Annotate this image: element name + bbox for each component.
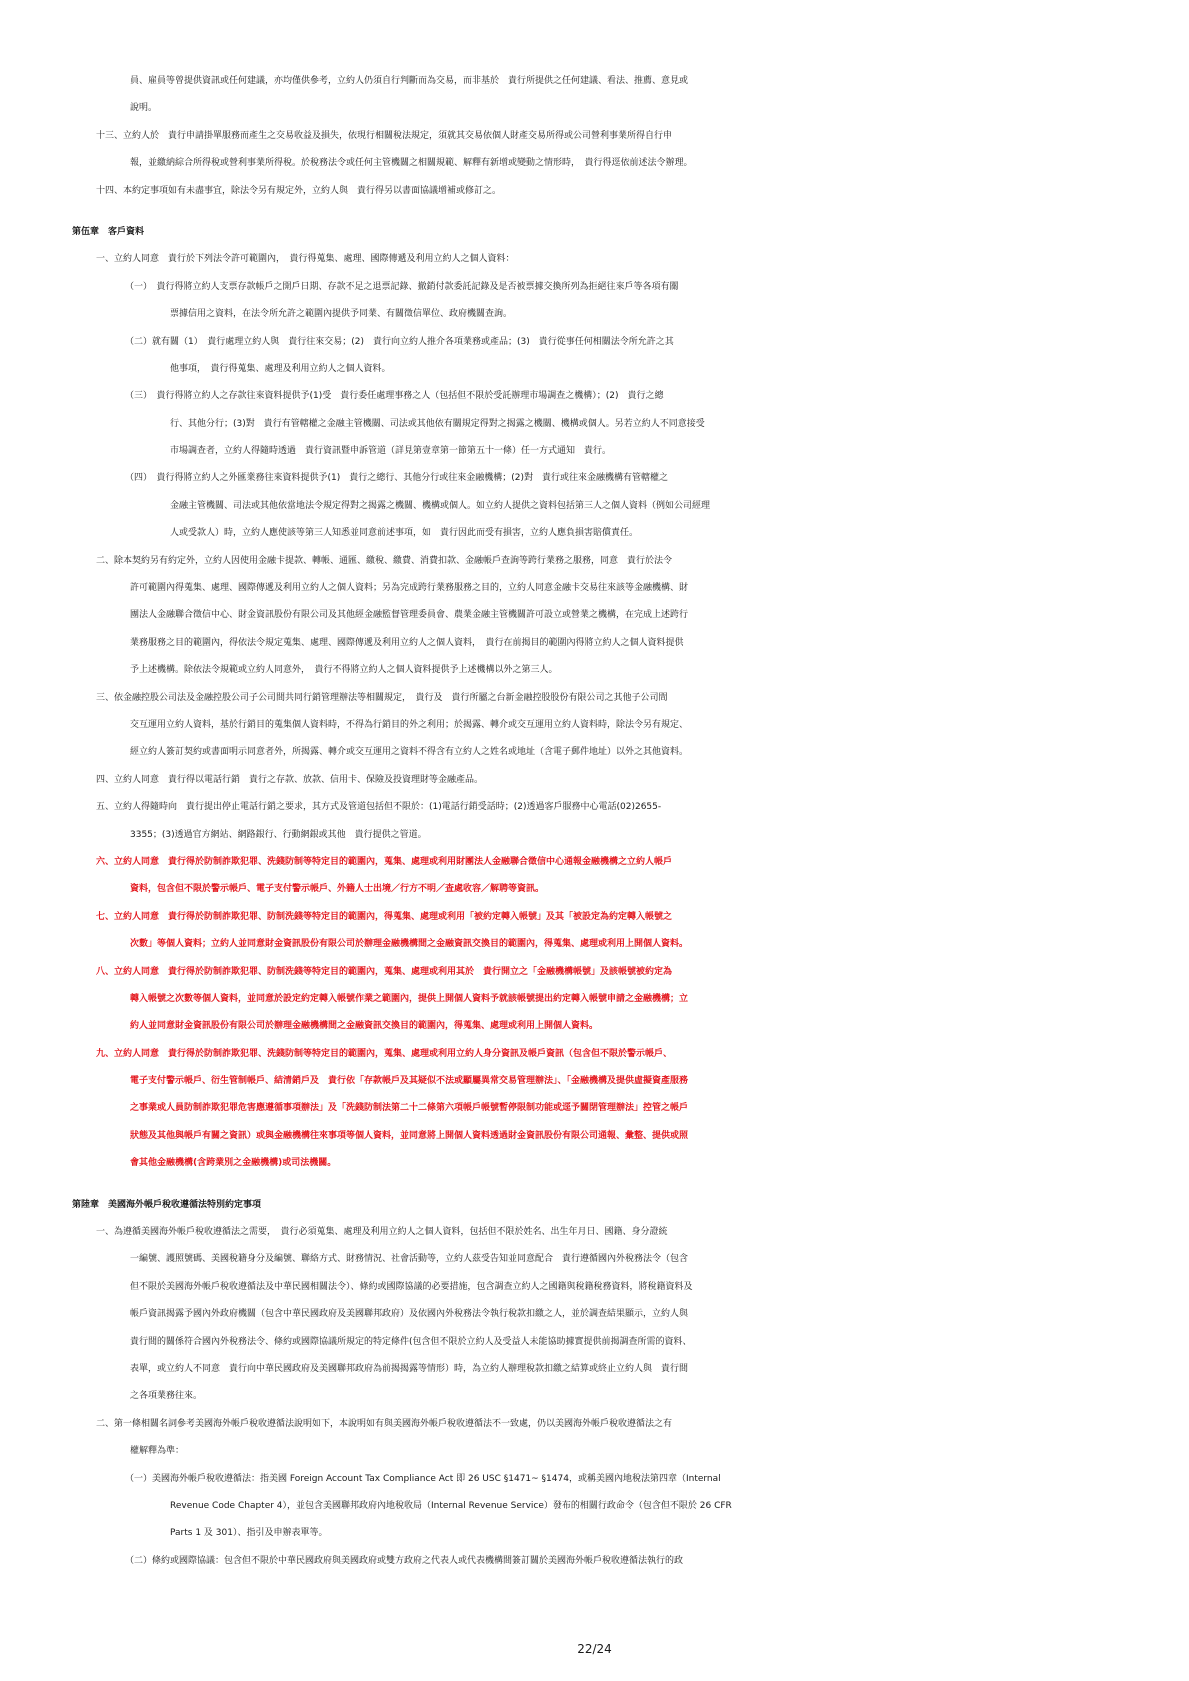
text-line: 說明。: [130, 103, 158, 114]
text-line: 員、雇員等曾提供資訊或任何建議，亦均僅供參考，立約人仍須自行判斷而為交易，而非基於 貴行所提供之任何建議、看法、推薦、意見或: [130, 76, 689, 86]
text-line: 之各項業務往來。: [130, 1391, 203, 1402]
text-line: 許可範圍內得蒐集、處理、國際傳遞及利用立約人之個人資料；另為完成跨行業務服務之目的，立約人同意金融卡交易往來該等金融機構、財: [130, 583, 689, 594]
text-line: （一） 貴行得將立約人支票存款帳戶之開戶日期、存款不足之退票記錄、撤銷付款委託記錄及是否被票據交換所列為拒絕往來戶等各項有關: [125, 281, 679, 292]
text-line: 次數」等個人資料；立約人並同意財金資訊股份有限公司於辦理金融機構間之金融資訊交換目的範圍內，得蒐集、處理或利用上開個人資料。: [130, 939, 689, 950]
chapter-heading: 第伍章 客戶資料: [72, 226, 145, 237]
document-body: [0, 68, 1189, 1575]
text-line: 貴行間的關係符合國內外稅務法令、條約或國際協議所規定的特定條件(包含但不限於立約人及受益人未能協助據實提供前揭調查所需的資料、: [130, 1336, 692, 1347]
text-line: 電子支付警示帳戶、衍生管制帳戶、結清銷戶及 貴行依「存款帳戶及其疑似不法或顯屬異常交易管理辦法」、「金融機構及提供虛擬資產服務: [130, 1076, 689, 1087]
text-line: 予上述機構。除依法令規範或立約人同意外， 貴行不得將立約人之個人資料提供予上述機構以外之第三人。: [130, 665, 558, 676]
text-line: 八、立約人同意 貴行得於防制詐欺犯罪、防制洗錢等特定目的範圍內，蒐集、處理或利用其於 貴行開立之「金融機構帳號」及該帳號被約定為: [96, 966, 673, 977]
text-line: 六、立約人同意 貴行得於防制詐欺犯罪、洗錢防制等特定目的範圍內，蒐集、處理或利用財團法人金融聯合徵信中心通報金融機構之立約人帳戶: [96, 856, 673, 867]
text-line: 業務服務之目的範圍內，得依法令規定蒐集、處理、國際傳遞及利用立約人之個人資料， 貴行在前揭目的範圍內得將立約人之個人資料提供: [130, 637, 684, 648]
text-line: 交互運用立約人資料，基於行銷目的蒐集個人資料時，不得為行銷目的外之利用；於揭露、轉介或交互運用立約人資料時，除法令另有規定、: [130, 719, 689, 730]
text-line: 他事項， 貴行得蒐集、處理及利用立約人之個人資料。: [170, 363, 391, 374]
text-line: 七、立約人同意 貴行得於防制詐欺犯罪、防制洗錢等特定目的範圍內，得蒐集、處理或利用「被約定轉入帳號」及其「被設定為約定轉入帳號之: [96, 911, 673, 922]
text-line: 市場調查者，立約人得隨時透過 貴行資訊暨申訴管道（詳見第壹章第一節第五十一條）任一方式通知 貴行。: [170, 446, 612, 457]
text-line: 三、依金融控股公司法及金融控股公司子公司間共同行銷管理辦法等相關規定， 貴行及 貴行所屬之台新金融控股股份有限公司之其他子公司間: [96, 692, 668, 703]
text-line: 一編號、護照號碼、美國稅籍身分及編號、聯絡方式、財務情況、社會活動等，立約人茲受告知並同意配合 貴行遵循國內外稅務法令（包含: [130, 1254, 689, 1265]
text-line: 表單，或立約人不同意 貴行向中華民國政府及美國聯邦政府為前揭揭露等情形）時，為立約人辦理稅款扣繳之結算或終止立約人與 貴行間: [130, 1363, 689, 1374]
text-line: 四、立約人同意 貴行得以電話行銷 貴行之存款、放款、信用卡、保險及投資理財等金融產品。: [96, 774, 484, 785]
text-line: 九、立約人同意 貴行得於防制詐欺犯罪、洗錢防制等特定目的範圍內，蒐集、處理或利用立約人身分資訊及帳戶資訊（包含但不限於警示帳戶、: [96, 1048, 673, 1059]
text-line: （三） 貴行得將立約人之存款往來資料提供予(1)受 貴行委任處理事務之人（包括但不限於受託辦理市場調查之機構）；(2) 貴行之總: [125, 391, 664, 402]
text-line: 之事業或人員防制詐欺犯罪危害應遵循事項辦法」及「洗錢防制法第二十二條第六項帳戶帳號暫停限制功能或逕予關閉管理辦法」控管之帳戶: [130, 1103, 689, 1114]
text-line: （一）美國海外帳戶稅收遵循法：指美國 Foreign Account Tax Compliance Act 即 26 USC §1471~ §1474，或稱美國內地稅法第四章（Internal: [125, 1473, 721, 1484]
text-line: 權解釋為準：: [130, 1446, 185, 1457]
text-line: 經立約人簽訂契約或書面明示同意者外，所揭露、轉介或交互運用之資料不得含有立約人之姓名或地址（含電子郵件地址）以外之其他資料。: [130, 747, 689, 758]
page-number: 22/24: [577, 1642, 612, 1656]
text-line: Parts 1 及 301）、指引及申辦表單等。: [170, 1528, 328, 1539]
chapter-heading: 第陸章 美國海外帳戶稅收遵循法特別約定事項: [72, 1199, 262, 1210]
section-gap: [0, 205, 1189, 219]
section-gap: [0, 1178, 1189, 1192]
text-line: 3355；(3)透過官方網站、網路銀行、行動網銀或其他 貴行提供之管道。: [130, 829, 427, 840]
text-line: 十四、本約定事項如有未盡事宜，除法令另有規定外，立約人與 貴行得另以書面協議增補或修訂之。: [96, 185, 502, 196]
text-line: 資料，包含但不限於警示帳戶、電子支付警示帳戶、外籍人士出境／行方不明／查處收容／解聘等資訊。: [130, 884, 545, 895]
text-line: 行、其他分行；(3)對 貴行有管轄權之金融主管機關、司法或其他依有關規定得對之揭露之機關、機構或個人。另若立約人不同意接受: [170, 418, 705, 429]
text-line: 報，並繳納綜合所得稅或營利事業所得稅。於稅務法令或任何主管機關之相關規範、解釋有新增或變動之情形時， 貴行得逕依前述法令辦理。: [130, 158, 693, 169]
text-line: 一、為遵循美國海外帳戶稅收遵循法之需要， 貴行必須蒐集、處理及利用立約人之個人資料，包括但不限於姓名、出生年月日、國籍、身分證統: [96, 1227, 668, 1238]
text-line: 會其他金融機構(含跨業別之金融機構)或司法機關。: [130, 1158, 337, 1169]
text-line: 二、除本契約另有約定外，立約人因使用金融卡提款、轉帳、通匯、繳稅、繳費、消費扣款、金融帳戶查詢等跨行業務之服務，同意 貴行於法令: [96, 555, 673, 566]
text-line: 人或受款人）時，立約人應使該等第三人知悉並同意前述事項，如 貴行因此而受有損害，立約人應負損害賠償責任。: [170, 528, 639, 539]
text-line: 帳戶資訊揭露予國內外政府機關（包含中華民國政府及美國聯邦政府）及依國內外稅務法令執行稅款扣繳之人，並於調查結果顯示，立約人與: [130, 1309, 689, 1320]
text-line: 五、立約人得隨時向 貴行提出停止電話行銷之要求，其方式及管道包括但不限於：(1)電話行銷受話時；(2)透過客戶服務中心電話(02)2655-: [96, 802, 662, 813]
text-line: （四） 貴行得將立約人之外匯業務往來資料提供予(1) 貴行之總行、其他分行或往來金融機構；(2)對 貴行或往來金融機構有管轄權之: [125, 473, 669, 484]
text-line: 團法人金融聯合徵信中心、財金資訊股份有限公司及其他經金融監督管理委員會、農業金融主管機關許可設立或營業之機構，在完成上述跨行: [130, 610, 689, 621]
text-line: 十三、立約人於 貴行申請掛單服務而產生之交易收益及損失，依現行相關稅法規定，須就其交易依個人財產交易所得或公司營利事業所得自行申: [96, 130, 673, 141]
text-line: 但不限於美國海外帳戶稅收遵循法及中華民國相關法令）、條約或國際協議的必要措施，包含調查立約人之國籍與稅籍稅務資料，將稅籍資料及: [130, 1281, 693, 1292]
text-line: 狀態及其他與帳戶有關之資訊）或與金融機構往來事項等個人資料，並同意將上開個人資料透過財金資訊股份有限公司通報、彙整、提供或照: [130, 1130, 689, 1141]
text-line: 二、第一條相關名詞參考美國海外帳戶稅收遵循法說明如下，本說明如有與美國海外帳戶稅收遵循法不一致處，仍以美國海外帳戶稅收遵循法之有: [96, 1418, 673, 1429]
text-line: （二）就有關（1） 貴行處理立約人與 貴行往來交易；(2) 貴行向立約人推介各項業務或產品；(3) 貴行從事任何相關法令所允許之其: [125, 336, 674, 347]
text-line: 約人並同意財金資訊股份有限公司於辦理金融機構間之金融資訊交換目的範圍內，得蒐集、處理或利用上開個人資料。: [130, 1021, 599, 1032]
text-line: Revenue Code Chapter 4），並包含美國聯邦政府內地稅收局（Internal Revenue Service）發布的相關行政命令（包含但不限於 26 CFR: [170, 1500, 732, 1511]
text-line: 金融主管機關、司法或其他依當地法令規定得對之揭露之機關、機構或個人。如立約人提供之資料包括第三人之個人資料（例如公司經理: [170, 500, 711, 511]
text-line: （二）條約或國際協議：包含但不限於中華民國政府與美國政府或雙方政府之代表人或代表機構間簽訂關於美國海外帳戶稅收遵循法執行的政: [125, 1555, 684, 1566]
text-line: 票據信用之資料，在法令所允許之範圍內提供予同業、有關徵信單位、政府機關查詢。: [170, 309, 513, 320]
text-line: 轉入帳號之次數等個人資料，並同意於設定約定轉入帳號作業之範圍內，提供上開個人資料予就該帳號提出約定轉入帳號申請之金融機構；立: [130, 993, 689, 1004]
text-line: 一、立約人同意 貴行於下列法令許可範圍內， 貴行得蒐集、處理、國際傳遞及利用立約人之個人資料：: [96, 254, 515, 265]
